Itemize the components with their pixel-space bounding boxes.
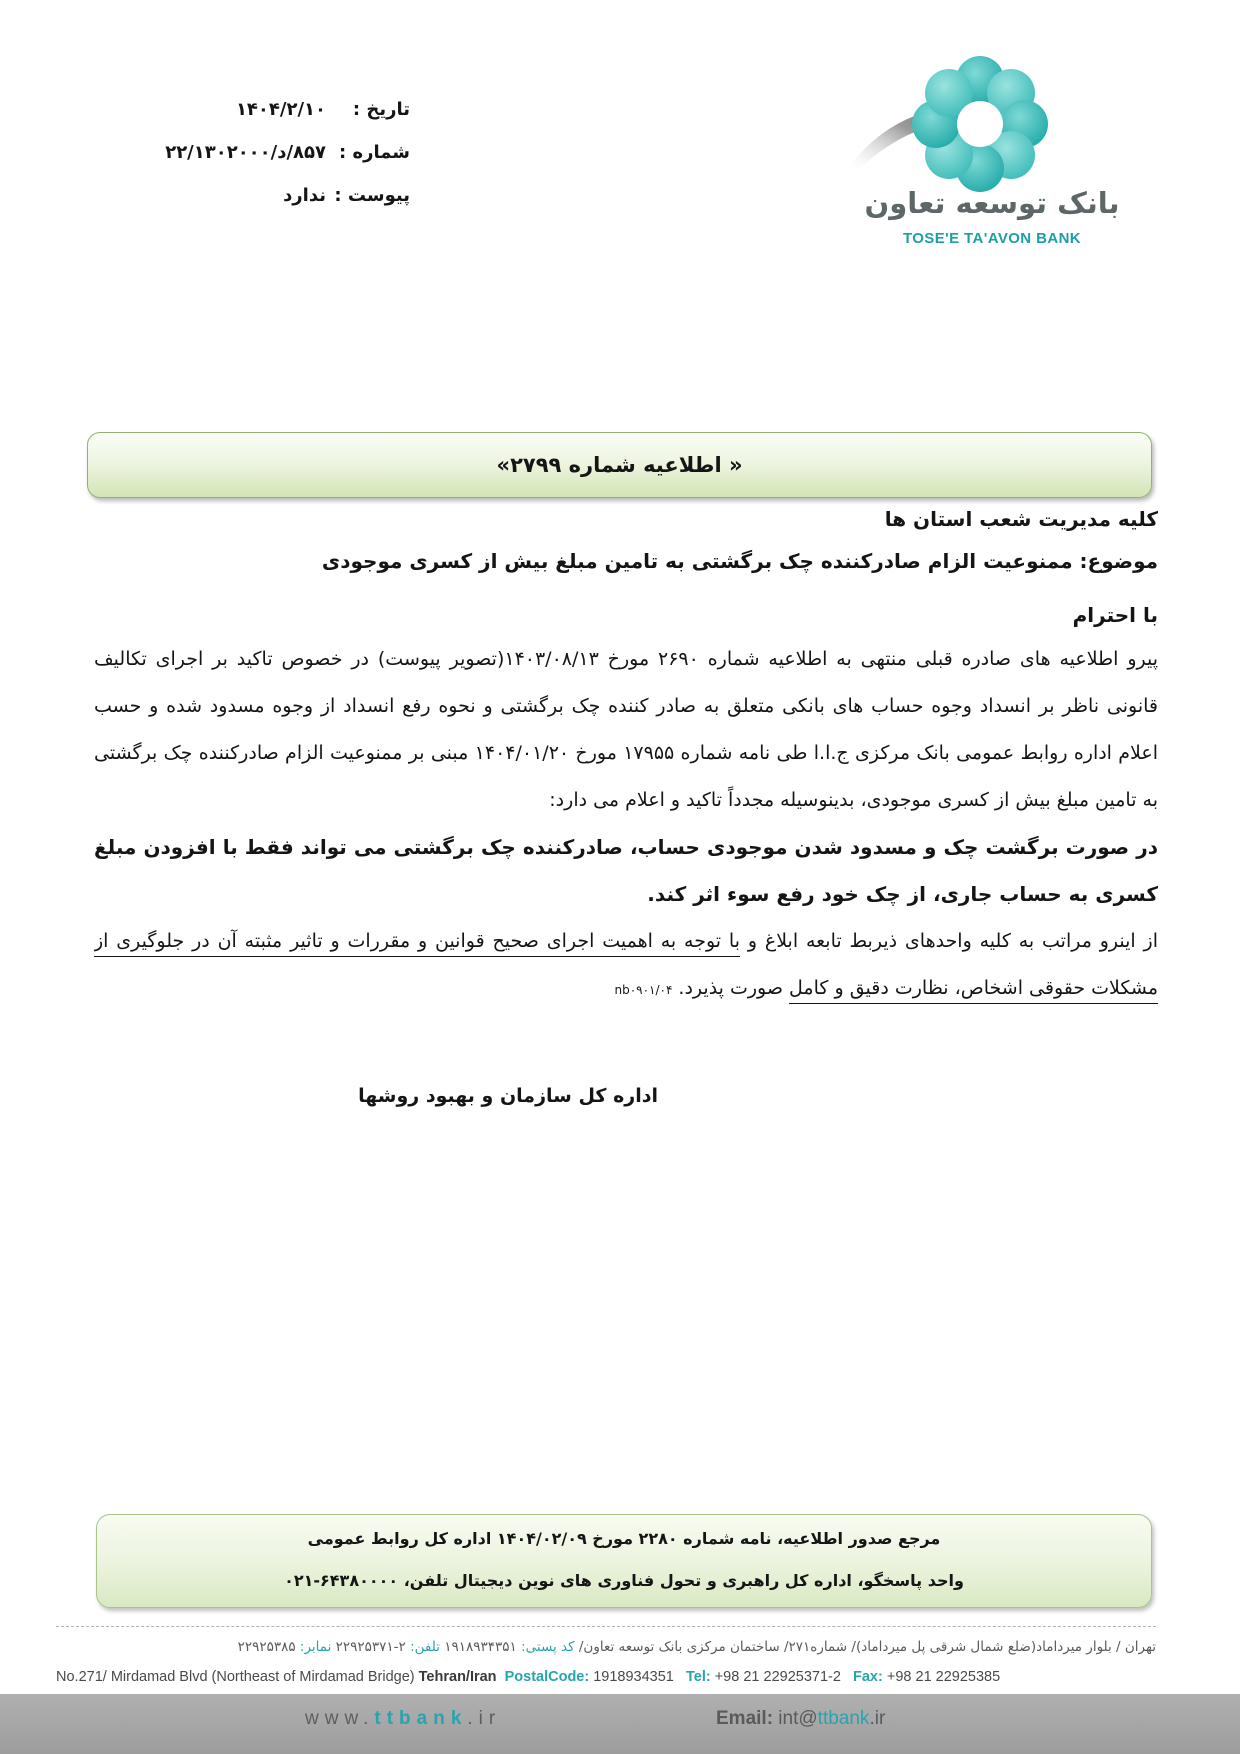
- address-fa: [56, 1639, 1156, 1655]
- website-brand: ttbank: [374, 1708, 468, 1729]
- number-row: [115, 131, 410, 174]
- address-en-text: No.271/ Mirdamad Blvd (Northeast of Mirdamad Bridge): [56, 1669, 419, 1685]
- attachment-row: [115, 174, 410, 217]
- date-value-cell: [115, 99, 326, 120]
- notice-phone: ۰۲۱-۶۴۳۸۰۰۰۰: [284, 1571, 399, 1590]
- number-value-cell: [115, 142, 326, 163]
- subject: موضوع: ممنوعیت الزام صادرکننده چک برگشتی به تامین مبلغ بیش از کسری موجودی: [321, 549, 1158, 573]
- emphasis-paragraph: در صورت برگشت چک و مسدود شدن موجودی حساب، صادرکننده چک برگشتی می تواند فقط با افزودن مبلغ کسری به حساب جاری، از چک خود رفع سوء اثر کند.: [94, 835, 1158, 906]
- closing-underlined: با توجه به اهمیت اجرای صحیح قوانین و مقررات و تاثیر مثبته آن در جلوگیری از مشکلات حقوقی اشخاص، نظارت دقیق و کامل: [94, 930, 1158, 999]
- greeting: با احترام: [1072, 603, 1158, 627]
- notice-title-box: [87, 432, 1152, 498]
- address-fa-fax-value: ۲۲۹۲۵۳۸۵: [237, 1639, 296, 1655]
- number-label: شماره :: [339, 142, 410, 163]
- address-fa-postal-label: کد پستی:: [521, 1639, 575, 1655]
- logo-center: [957, 101, 1003, 147]
- number-value: ۲۲/۱۳۰۲۰۰۰/د/۸۵۷: [165, 142, 326, 163]
- notice-source: مرجع صدور اطلاعیه، نامه شماره ۲۲۸۰ مورخ ۱۴۰۴/۰۲/۰۹ اداره کل روابط عمومی: [307, 1529, 941, 1548]
- website-suffix: .ir: [467, 1708, 502, 1729]
- date-row: [115, 88, 410, 131]
- notice-footer-box: [96, 1514, 1152, 1608]
- date-value: ۱۴۰۴/۲/۱۰: [235, 99, 326, 120]
- address-fa-text: تهران / بلوار میرداماد(ضلع شمال شرقی پل میرداماد)/ شماره۲۷۱/ ساختمان مرکزی بانک توسعه تعاون/: [574, 1639, 1156, 1655]
- logo-flower: [912, 56, 1048, 192]
- address-fa-postal-value: ۱۹۱۸۹۳۴۳۵۱: [444, 1639, 517, 1655]
- address-en-tel-label: Tel:: [685, 1669, 711, 1685]
- attachment-label: پیوست :: [334, 185, 410, 206]
- email: [716, 1708, 885, 1730]
- email-label: Email:: [716, 1708, 774, 1729]
- logo-name-en: TOSE'E TA'AVON BANK: [902, 230, 1082, 247]
- email-suffix: .ir: [869, 1708, 886, 1729]
- notice-title: « اطلاعیه شماره ۲۷۹۹»: [496, 453, 743, 477]
- address-separator: [56, 1626, 1156, 1627]
- closing-plain: از اینرو مراتب به کلیه واحدهای ذیربط تابعه ابلاغ و: [740, 930, 1158, 952]
- reference-code: nb۰۹۰۱/۰۴: [614, 983, 673, 997]
- logo-name-fa: بانک توسعه تعاون: [864, 186, 1120, 220]
- address-en-fax-label: Fax:: [853, 1669, 883, 1685]
- address-en: [56, 1669, 1156, 1685]
- recipient: کلیه مدیریت شعب استان ها: [884, 507, 1158, 531]
- website: [305, 1708, 501, 1730]
- address-fa-tel-label: تلفن:: [410, 1639, 440, 1655]
- closing-paragraph: [94, 918, 1158, 1014]
- letter-body: [94, 498, 1158, 1498]
- signature: اداره کل سازمان و بهبود روشها: [358, 1085, 658, 1107]
- address-en-city: Tehran/Iran: [418, 1669, 497, 1685]
- address-en-tel-value: +98 21 22925371-2: [714, 1669, 841, 1685]
- address-en-postal-value: 1918934351: [593, 1669, 674, 1685]
- contact-bar: [0, 1694, 1240, 1754]
- body-paragraph: پیرو اطلاعیه های صادره قبلی منتهی به اطلاعیه شماره ۲۶۹۰ مورخ ۱۴۰۳/۰۸/۱۳(تصویر پیوست) در خصوص تاکید بر اجرای تکالیف قانونی ناظر بر انسداد وجوه حساب های بانکی متعلق به صادر کننده چک برگشتی و نحوه رفع انسداد از وجوه مسدود شده و حسب اعلام اداره روابط عمومی بانک مرکزی ج.ا.ا طی نامه شماره ۱۷۹۵۵ مورخ ۱۴۰۴/۰۱/۲۰ مبنی بر ممنوعیت الزام صادرکننده چک برگشتی به تامین مبلغ بیش از کسری موجودی، بدینوسیله مجدداً تاکید و اعلام می دارد:: [94, 648, 1158, 811]
- bank-logo-emblem: [830, 40, 1130, 210]
- date-label: تاریخ :: [352, 99, 410, 120]
- notice-responsible-unit: [107, 1571, 1141, 1590]
- email-brand: ttbank: [817, 1708, 870, 1729]
- letter-meta: [115, 88, 410, 217]
- website-prefix: www.: [305, 1708, 375, 1729]
- address-fa-fax-label: نمابر:: [299, 1639, 332, 1655]
- address-en-postal-label: PostalCode:: [504, 1669, 590, 1685]
- closing-end: صورت پذیرد.: [678, 977, 790, 999]
- attachment-value: ندارد: [283, 185, 326, 206]
- address-en-fax-value: +98 21 22925385: [886, 1669, 1001, 1685]
- notice-responsible-text: واحد پاسخگو، اداره کل راهبری و تحول فناوری های نوین دیجیتال تلفن،: [398, 1571, 964, 1590]
- address-fa-tel-value: ۲۲۹۲۵۳۷۱-۲: [335, 1639, 406, 1655]
- email-user: int@: [773, 1708, 818, 1729]
